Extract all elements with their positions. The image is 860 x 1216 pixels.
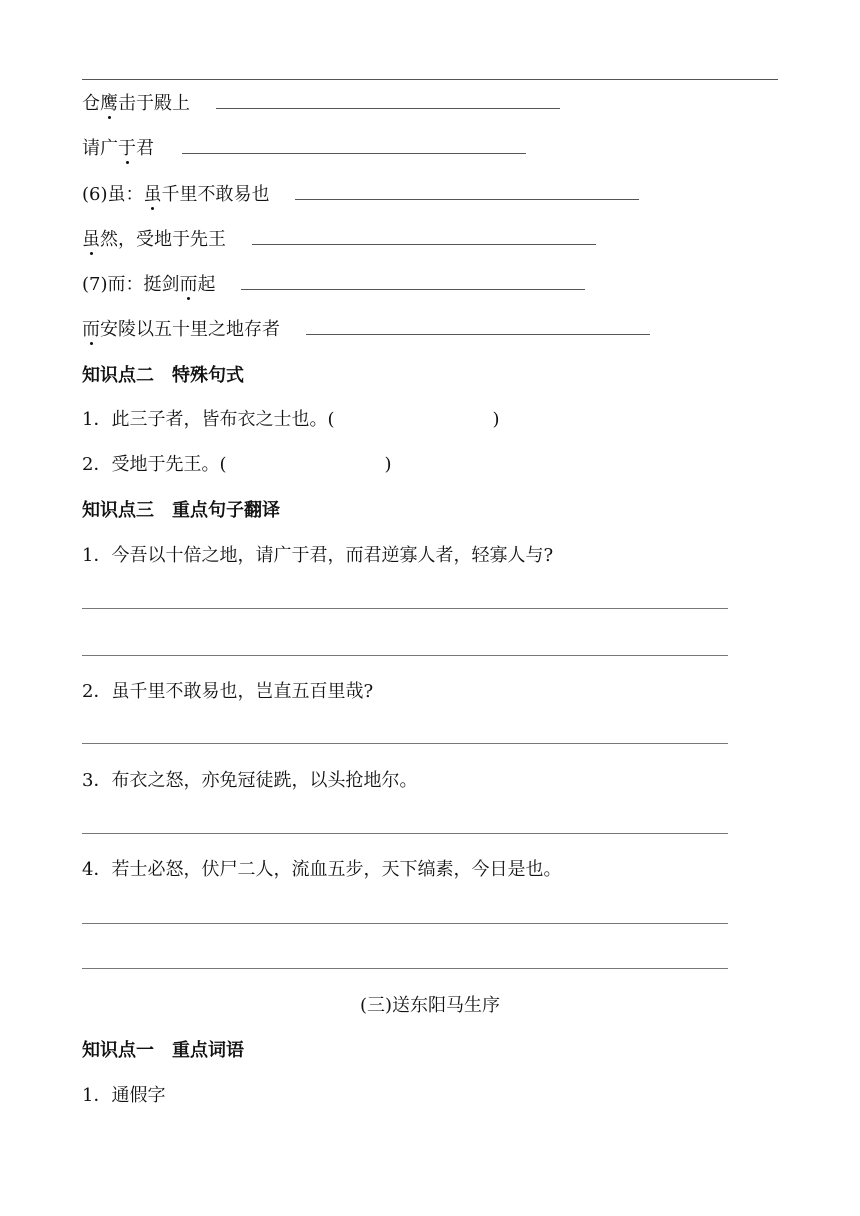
vocab-line-6 (82, 316, 650, 342)
text: (7)而：挺剑 (82, 274, 180, 295)
answer-line[interactable] (82, 923, 728, 924)
answer-blank[interactable] (306, 316, 650, 335)
question-text: 2．受地于先王。( (82, 454, 227, 475)
translation-q4: 4．若士必怒，伏尸二人，流血五步，天下缟素，今日是也。 (82, 859, 562, 880)
section-title-1: 知识点一 重点词语 (82, 1040, 244, 1061)
sentence-pattern-q2 (82, 453, 392, 477)
top-rule (82, 79, 778, 80)
section-title-2: 知识点二 特殊句式 (82, 365, 244, 386)
dotted-char: 虽 (82, 229, 100, 250)
answer-line[interactable] (82, 833, 728, 834)
close-paren: ) (384, 454, 392, 475)
dotted-char: 虽 (143, 184, 162, 205)
text: 千里不敢易也 (161, 184, 270, 205)
vocab-line-1 (82, 90, 560, 116)
section-title-3: 知识点三 重点句子翻译 (82, 500, 280, 521)
translation-q1: 1．今吾以十倍之地，请广于君，而君逆寡人者，轻寡人与? (82, 545, 554, 566)
text: 君 (136, 138, 154, 159)
text: 安陵以五十里之地存者 (100, 319, 280, 340)
vocab-line-3 (82, 181, 639, 207)
sentence-pattern-q1 (82, 408, 500, 432)
text: 仓 (82, 93, 100, 114)
text: 击于殿上 (118, 93, 190, 114)
translation-q3: 3．布衣之怒，亦免冠徒跣，以头抢地尔。 (82, 770, 418, 791)
part-heading: (三)送东阳马生序 (359, 995, 501, 1016)
text: 然，受地于先王 (100, 229, 226, 250)
dotted-char: 而 (82, 319, 100, 340)
question-text: 1．此三子者，皆布衣之士也。( (82, 409, 335, 430)
dotted-char: 而 (179, 274, 198, 295)
close-paren: ) (492, 409, 500, 430)
text: (6)虽： (82, 184, 144, 205)
answer-line[interactable] (82, 743, 728, 744)
dotted-char: 鹰 (100, 93, 118, 114)
answer-line[interactable] (82, 968, 728, 969)
item-1: 1．通假字 (82, 1085, 166, 1106)
vocab-line-2 (82, 135, 526, 161)
dotted-char: 于 (118, 138, 136, 159)
vocab-line-5 (82, 271, 585, 297)
vocab-line-4 (82, 226, 596, 252)
answer-blank[interactable] (295, 181, 639, 200)
answer-blank[interactable] (241, 271, 585, 290)
answer-blank[interactable] (216, 90, 560, 109)
answer-blank[interactable] (252, 226, 596, 245)
answer-line[interactable] (82, 608, 728, 609)
answer-blank[interactable] (182, 135, 526, 154)
text: 起 (197, 274, 216, 295)
answer-line[interactable] (82, 655, 728, 656)
text: 请广 (82, 138, 118, 159)
translation-q2: 2．虽千里不敢易也，岂直五百里哉? (82, 681, 374, 702)
